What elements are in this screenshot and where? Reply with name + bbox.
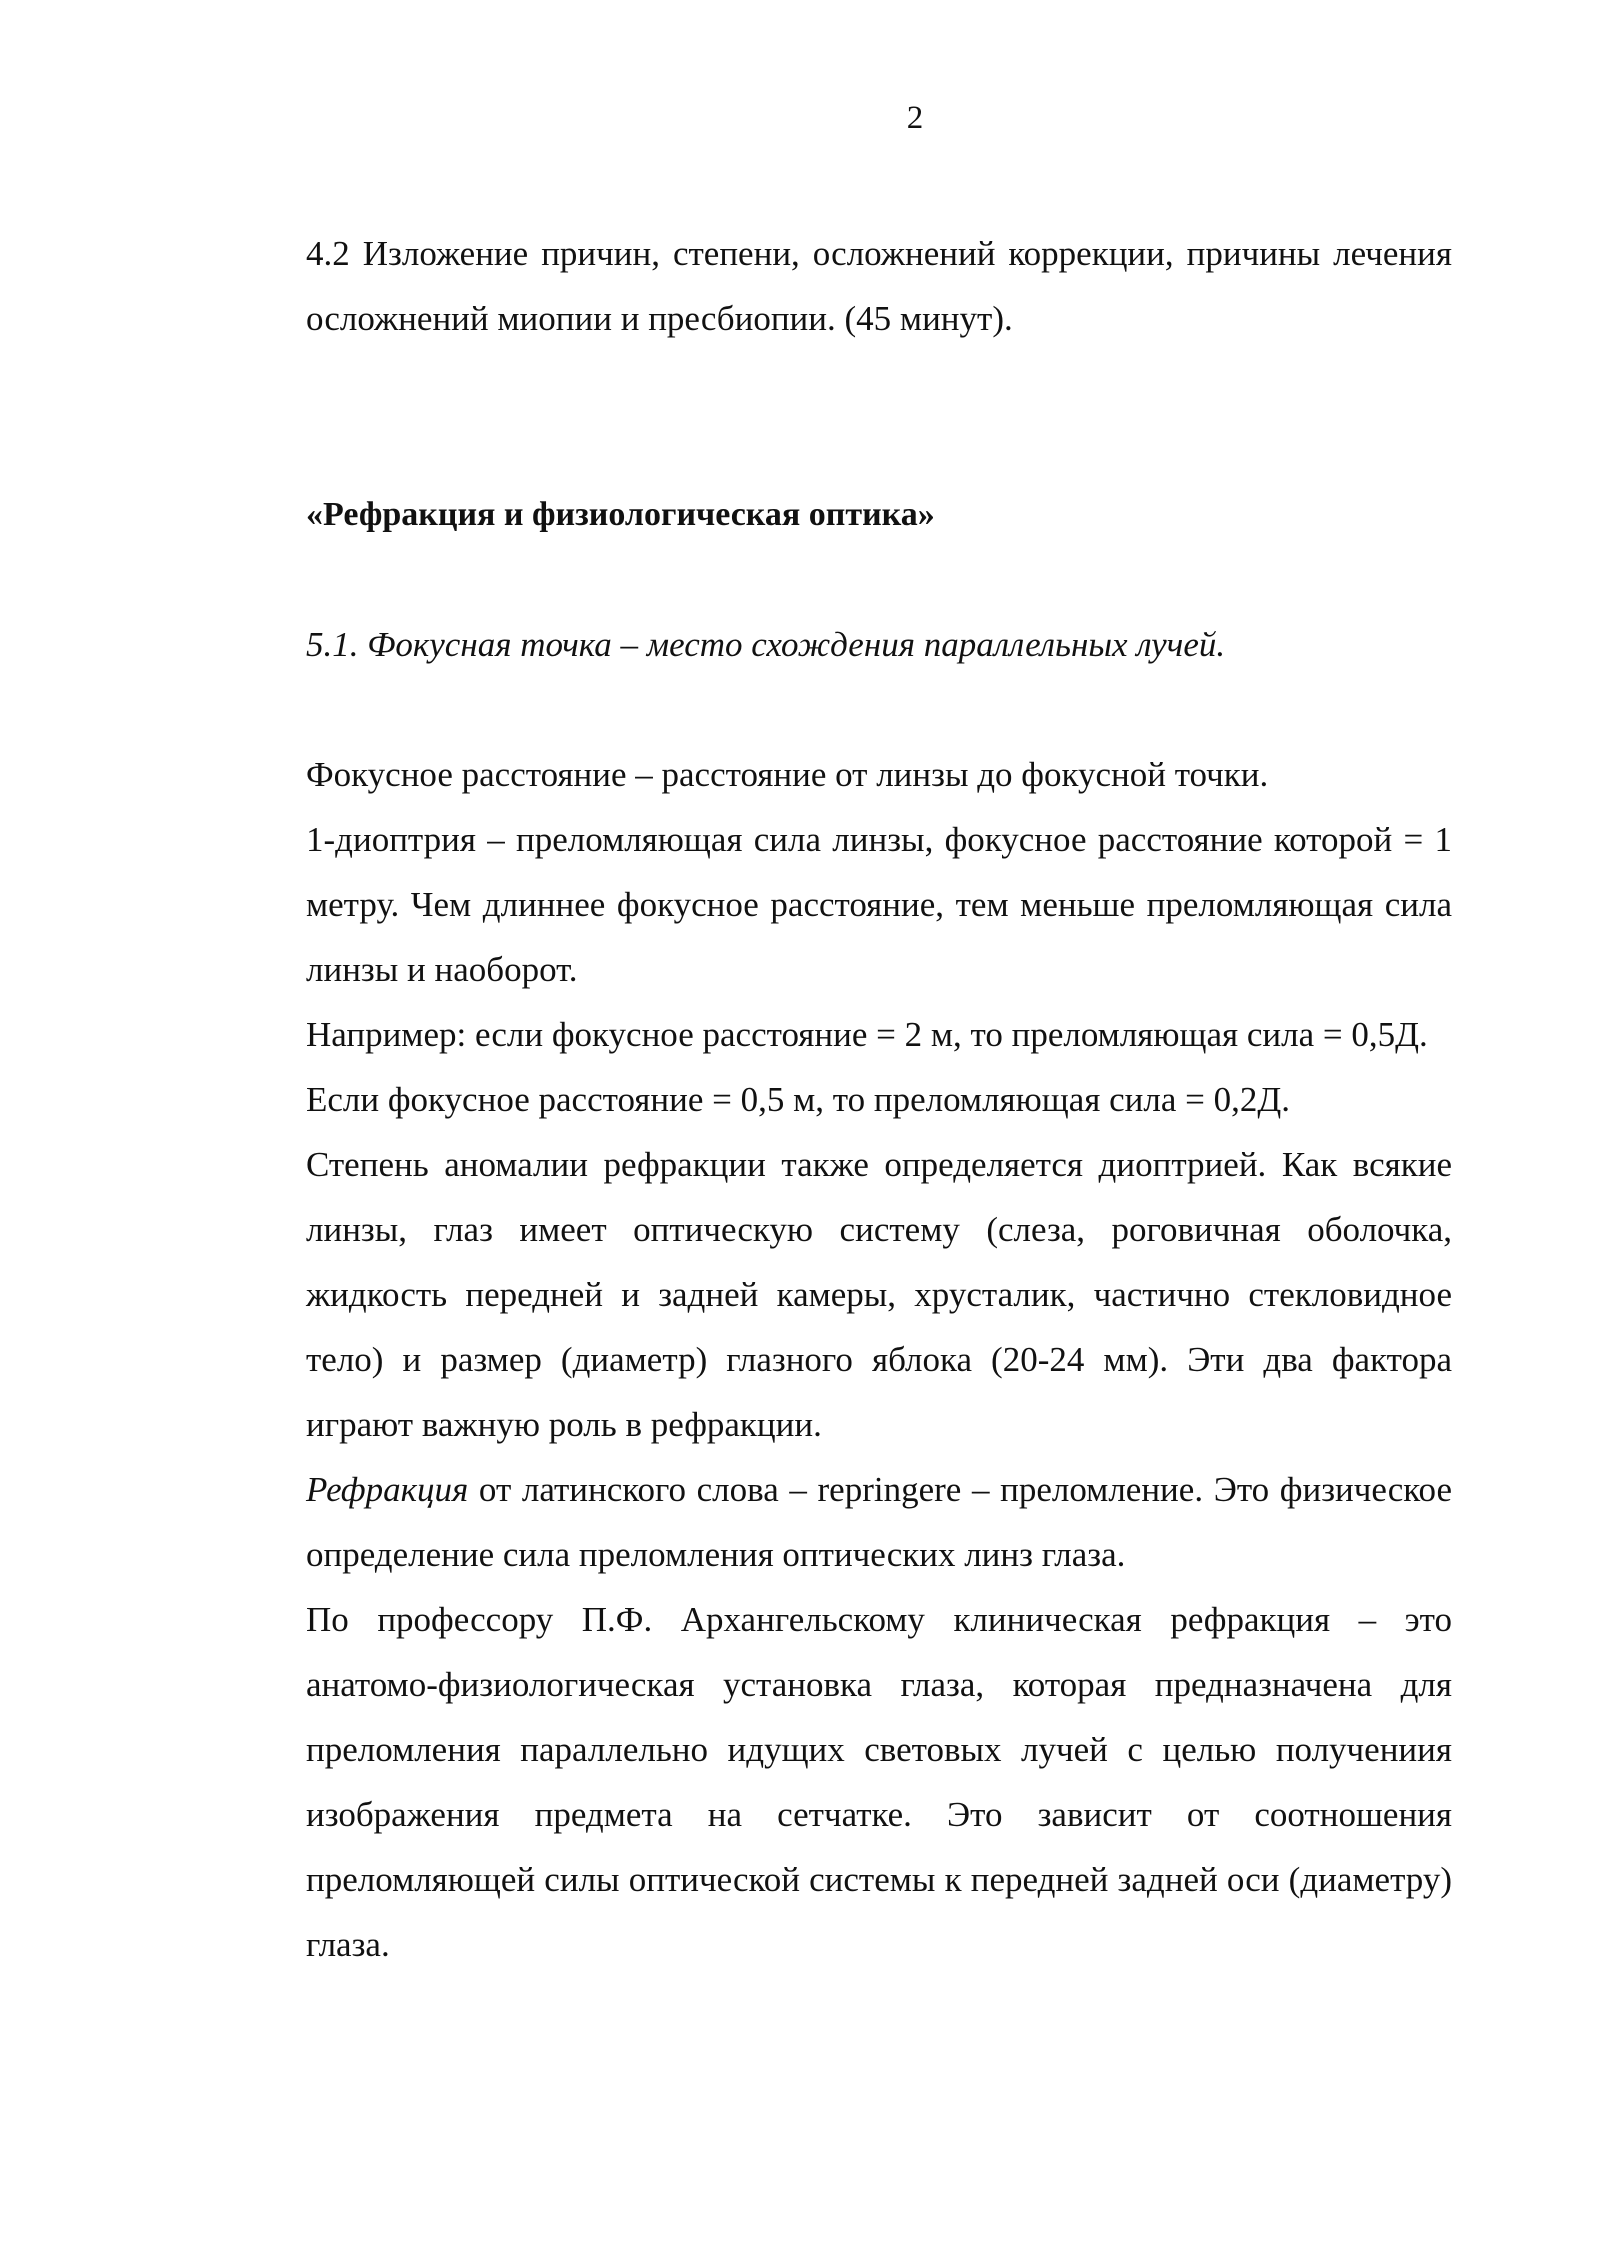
refraction-term: Рефракция xyxy=(306,1470,469,1509)
paragraph-example-1: Например: если фокусное расстояние = 2 м, то преломляющая сила = 0,5Д. xyxy=(306,1015,1428,1054)
paragraph-example-2: Если фокусное расстояние = 0,5 м, то преломляющая сила = 0,2Д. xyxy=(306,1080,1290,1119)
refraction-definition-text: от латинского слова – repringere – преломление. Это физическое определение сила преломления оптических линз глаза. xyxy=(306,1470,1452,1574)
paragraph-anomaly-degree: Степень аномалии рефракции также определяется диоптрией. Как всякие линзы, глаз имеет оптическую систему (слеза, роговичная оболочка, жидкость передней и задней камеры, хрусталик, частично стекловидное тело) и размер (диаметр) глазного яблока (20-24 мм). Эти два фактора играют важную роль в рефракции. xyxy=(306,1145,1452,1444)
section-heading: «Рефракция и физиологическая оптика» xyxy=(306,496,935,533)
focal-point-line: 5.1. Фокусная точка – место схождения параллельных лучей. xyxy=(306,625,1226,664)
main-text xyxy=(306,742,1452,1977)
intro-block xyxy=(306,221,1452,351)
paragraph-focal-distance: Фокусное расстояние – расстояние от линзы до фокусной точки. xyxy=(306,755,1269,794)
paragraph-clinical-refraction: По профессору П.Ф. Архангельскому клиническая рефракция – это анатомо-физиологическая установка глаза, которая предназначена для преломления параллельно идущих световых лучей с целью получениия изображения предмета на сетчатке. Это зависит от соотношения преломляющей силы оптической системы к передней задней оси (диаметру) глаза. xyxy=(306,1600,1452,1964)
intro-paragraph: 4.2 Изложение причин, степени, осложнений коррекции, причины лечения осложнений миопии и пресбиопии. (45 минут). xyxy=(306,234,1452,338)
paragraph-refraction-definition xyxy=(306,1457,1452,1587)
paragraph-diopter: 1-диоптрия – преломляющая сила линзы, фокусное расстояние которой = 1 метру. Чем длиннее фокусное расстояние, тем меньше преломляющая сила линзы и наоборот. xyxy=(306,820,1452,989)
page-number: 2 xyxy=(906,100,924,136)
